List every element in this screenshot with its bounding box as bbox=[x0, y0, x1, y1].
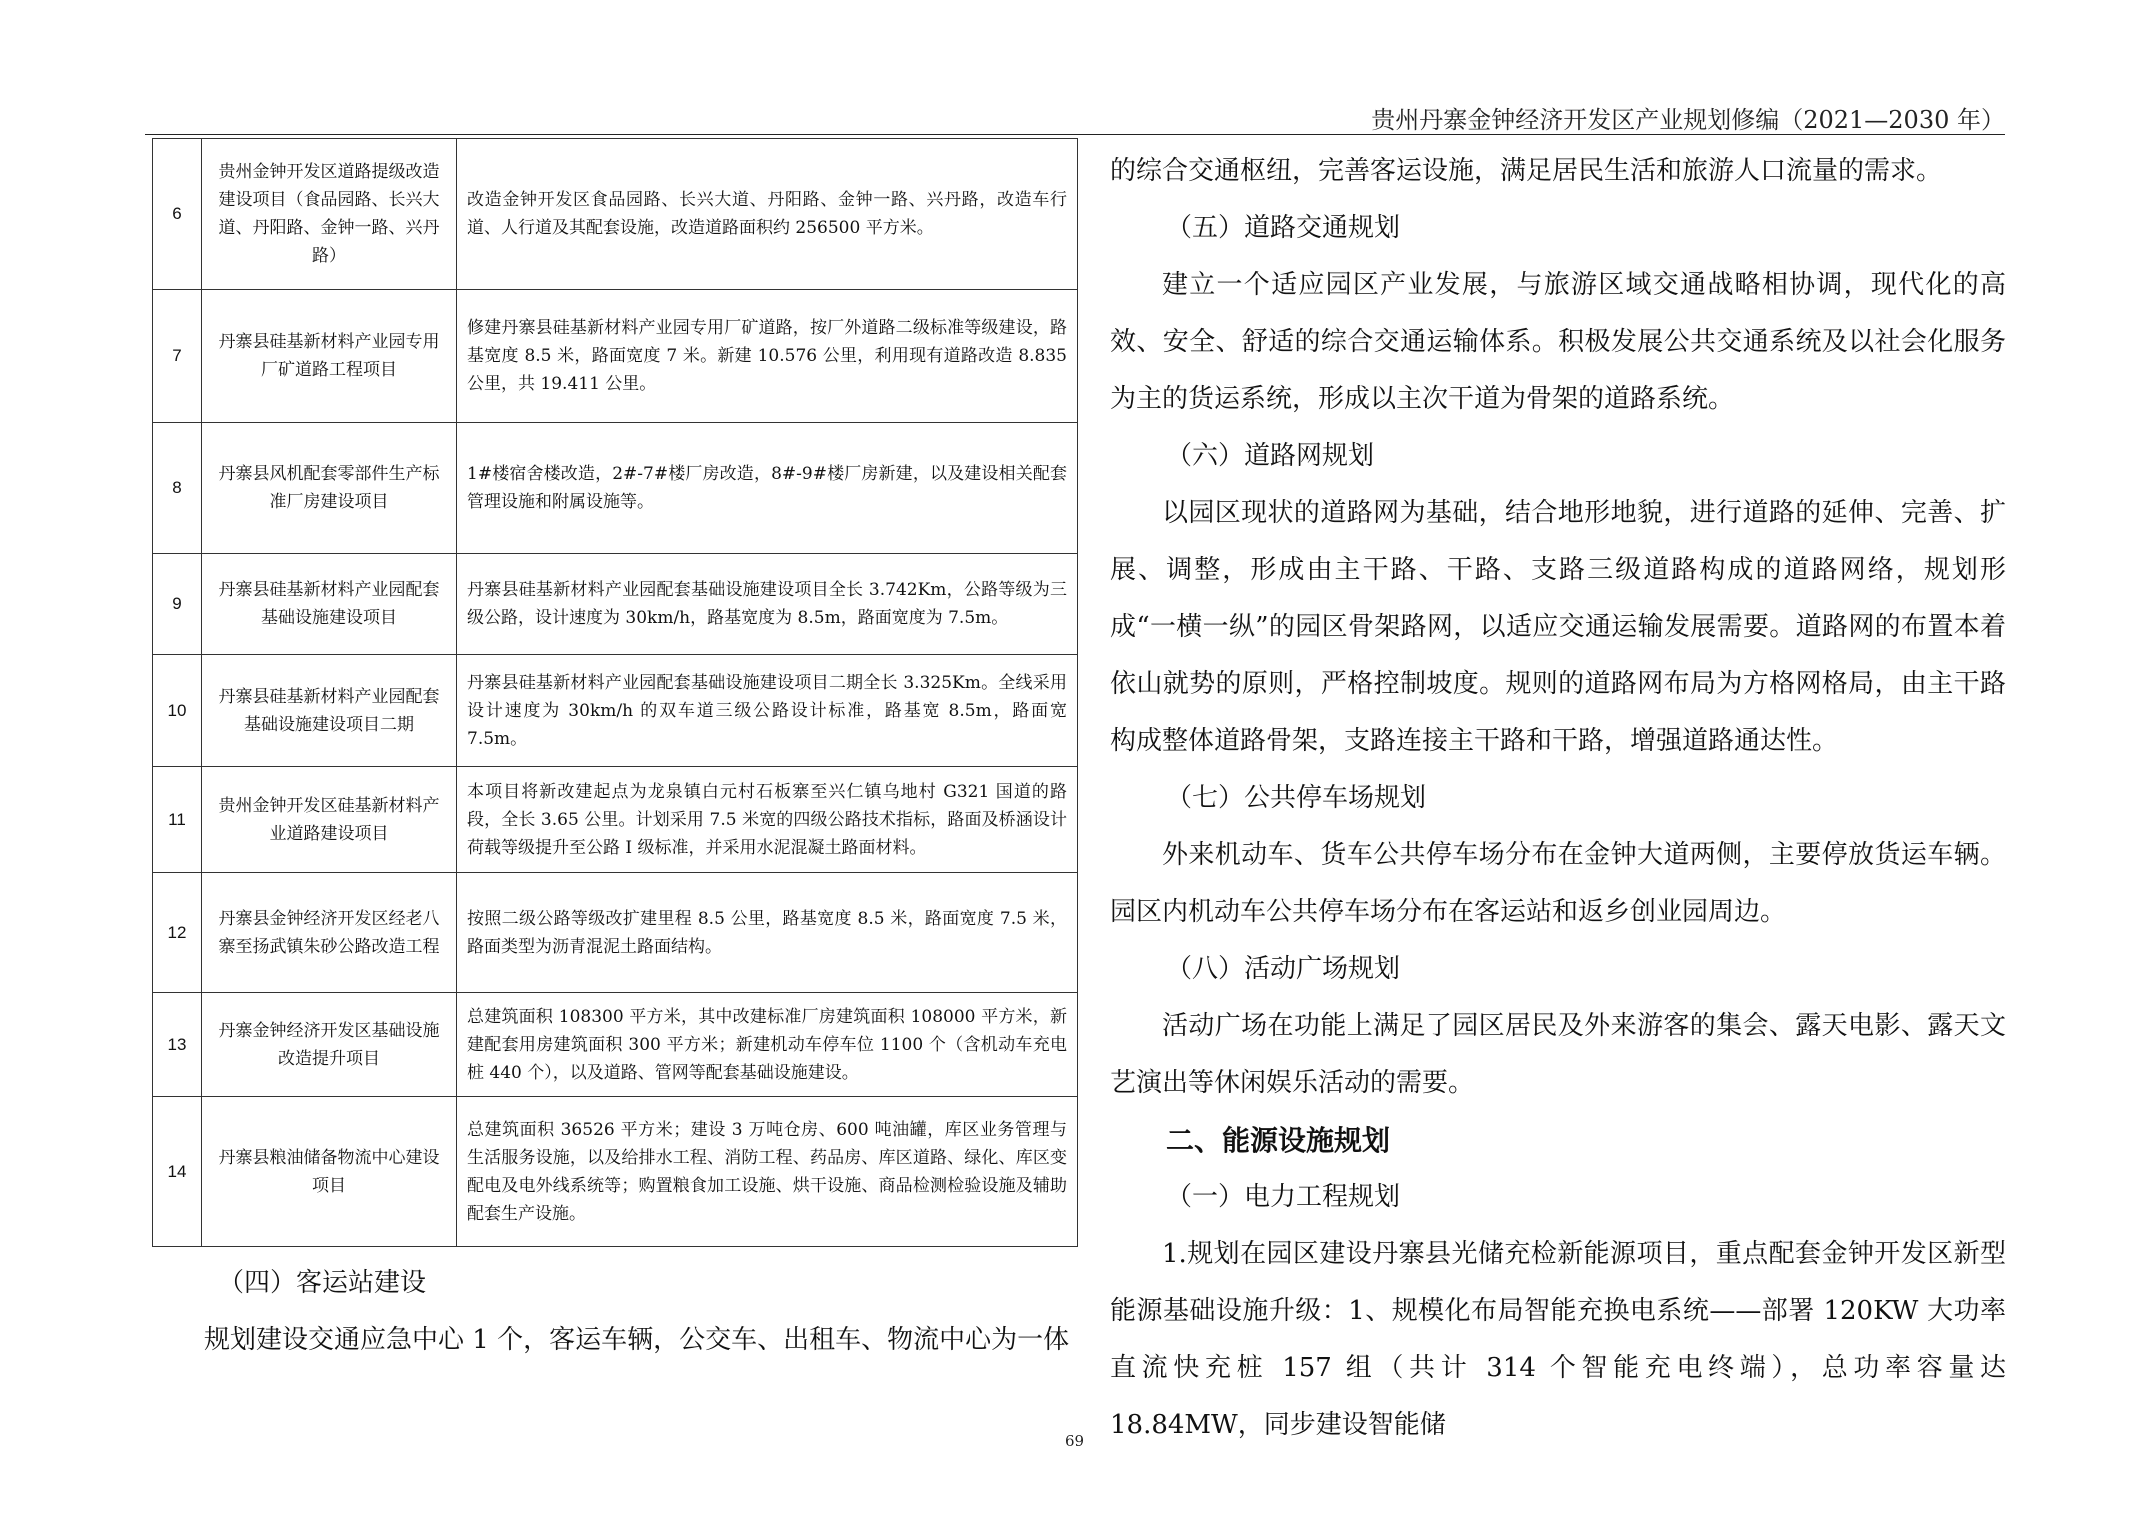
paragraph: 外来机动车、货车公共停车场分布在金钟大道两侧，主要停放货运车辆。园区内机动车公共停车场分布在客运站和返乡创业园周边。 bbox=[1110, 840, 2006, 927]
section-heading-parking: （七）公共停车场规划 bbox=[1166, 783, 1427, 813]
paragraph: 1.规划在园区建设丹寨县光储充检新能源项目，重点配套金钟开发区新型能源基础设施升级：1、规模化布局智能充换电系统——部署 120KW 大功率直流快充桩 157 组（共计 314 个智能充电终端），总功率容量达 18.84MW，同步建设智能储 bbox=[1110, 1239, 2006, 1440]
paragraph: 的综合交通枢纽，完善客运设施，满足居民生活和旅游人口流量的需求。 bbox=[1110, 156, 1943, 186]
project-description: 总建筑面积 108300 平方米，其中改建标准厂房建筑面积 108000 平方米，新建配套用房建筑面积 300 平方米；新建机动车停车位 1100 个（含机动车充电桩 440 个），以及道路、管网等配套基础设施建设。 bbox=[457, 993, 1078, 1097]
project-name: 丹寨县硅基新材料产业园配套基础设施建设项目 bbox=[202, 554, 457, 655]
section-heading-road-network: （六）道路网规划 bbox=[1166, 441, 1375, 471]
project-name: 丹寨县硅基新材料产业园专用厂矿道路工程项目 bbox=[202, 290, 457, 423]
table-row bbox=[153, 139, 1078, 290]
project-name: 丹寨县粮油储备物流中心建设项目 bbox=[202, 1097, 457, 1247]
project-description: 丹寨县硅基新材料产业园配套基础设施建设项目二期全长 3.325Km。全线采用设计速度为 30km/h 的双车道三级公路设计标准，路基宽 8.5m，路面宽 7.5m。 bbox=[457, 655, 1078, 767]
table-row bbox=[153, 993, 1078, 1097]
project-name: 贵州金钟开发区道路提级改造建设项目（食品园路、长兴大道、丹阳路、金钟一路、兴丹路） bbox=[202, 139, 457, 290]
page-header-title: 贵州丹寨金钟经济开发区产业规划修编（2021—2030 年） bbox=[1371, 106, 2005, 134]
left-text-block bbox=[152, 1255, 1078, 1369]
table-row bbox=[153, 1097, 1078, 1247]
section-heading-road-traffic: （五）道路交通规划 bbox=[1166, 213, 1401, 243]
page-number: 69 bbox=[1064, 1432, 1085, 1450]
table-row bbox=[153, 554, 1078, 655]
project-description: 丹寨县硅基新材料产业园配套基础设施建设项目全长 3.742Km，公路等级为三级公路，设计速度为 30km/h，路基宽度为 8.5m，路面宽度为 7.5m。 bbox=[457, 554, 1078, 655]
chapter-heading-energy: 二、能源设施规划 bbox=[1166, 1124, 1391, 1157]
project-name: 丹寨县风机配套零部件生产标准厂房建设项目 bbox=[202, 423, 457, 554]
section-heading-power: （一）电力工程规划 bbox=[1166, 1182, 1401, 1212]
paragraph: 规划建设交通应急中心 1 个，客运车辆，公交车、出租车、物流中心为一体 bbox=[204, 1325, 1070, 1355]
row-number: 12 bbox=[153, 873, 202, 993]
paragraph: 活动广场在功能上满足了园区居民及外来游客的集会、露天电影、露天文艺演出等休闲娱乐活动的需要。 bbox=[1110, 1011, 2006, 1098]
table-row bbox=[153, 423, 1078, 554]
row-number: 14 bbox=[153, 1097, 202, 1247]
project-description: 按照二级公路等级改扩建里程 8.5 公里，路基宽度 8.5 米，路面宽度 7.5 米，路面类型为沥青混泥土路面结构。 bbox=[457, 873, 1078, 993]
project-name: 丹寨县金钟经济开发区经老八寨至扬武镇朱砂公路改造工程 bbox=[202, 873, 457, 993]
section-heading-passenger-station: （四）客运站建设 bbox=[218, 1268, 427, 1298]
project-name: 贵州金钟开发区硅基新材料产业道路建设项目 bbox=[202, 767, 457, 873]
table-row bbox=[153, 873, 1078, 993]
project-table bbox=[152, 138, 1078, 1247]
project-name: 丹寨县硅基新材料产业园配套基础设施建设项目二期 bbox=[202, 655, 457, 767]
project-description: 改造金钟开发区食品园路、长兴大道、丹阳路、金钟一路、兴丹路，改造车行道、人行道及其配套设施，改造道路面积约 256500 平方米。 bbox=[457, 139, 1078, 290]
paragraph: 以园区现状的道路网为基础，结合地形地貌，进行道路的延伸、完善、扩展、调整，形成由主干路、干路、支路三级道路构成的道路网络，规划形成“一横一纵”的园区骨架路网，以适应交通运输发展需要。道路网的布置本着依山就势的原则，严格控制坡度。规则的道路网布局为方格网格局，由主干路构成整体道路骨架，支路连接主干路和干路，增强道路通达性。 bbox=[1110, 498, 2006, 756]
right-text-block bbox=[1110, 143, 2006, 1454]
row-number: 13 bbox=[153, 993, 202, 1097]
paragraph: 建立一个适应园区产业发展，与旅游区域交通战略相协调，现代化的高效、安全、舒适的综合交通运输体系。积极发展公共交通系统及以社会化服务为主的货运系统，形成以主次干道为骨架的道路系统。 bbox=[1110, 270, 2006, 414]
project-description: 总建筑面积 36526 平方米；建设 3 万吨仓房、600 吨油罐，库区业务管理与生活服务设施，以及给排水工程、消防工程、药品房、库区道路、绿化、库区变配电及电外线系统等；购置粮食加工设施、烘干设施、商品检测检验设施及辅助配套生产设施。 bbox=[457, 1097, 1078, 1247]
row-number: 6 bbox=[153, 139, 202, 290]
row-number: 7 bbox=[153, 290, 202, 423]
project-description: 本项目将新改建起点为龙泉镇白元村石板寨至兴仁镇乌地村 G321 国道的路段，全长 3.65 公里。计划采用 7.5 米宽的四级公路技术指标，路面及桥涵设计荷载等级提升至公路 I 级标准，并采用水泥混凝土路面材料。 bbox=[457, 767, 1078, 873]
project-name: 丹寨金钟经济开发区基础设施改造提升项目 bbox=[202, 993, 457, 1097]
row-number: 11 bbox=[153, 767, 202, 873]
section-heading-plaza: （八）活动广场规划 bbox=[1166, 954, 1401, 984]
row-number: 9 bbox=[153, 554, 202, 655]
table-row bbox=[153, 767, 1078, 873]
row-number: 10 bbox=[153, 655, 202, 767]
project-description: 修建丹寨县硅基新材料产业园专用厂矿道路，按厂外道路二级标准等级建设，路基宽度 8.5 米，路面宽度 7 米。新建 10.576 公里，利用现有道路改造 8.835 公里，共 19.411 公里。 bbox=[457, 290, 1078, 423]
table-row bbox=[153, 290, 1078, 423]
header-rule bbox=[145, 134, 2005, 135]
table-row bbox=[153, 655, 1078, 767]
row-number: 8 bbox=[153, 423, 202, 554]
project-description: 1#楼宿舍楼改造，2#-7#楼厂房改造，8#-9#楼厂房新建，以及建设相关配套管理设施和附属设施等。 bbox=[457, 423, 1078, 554]
